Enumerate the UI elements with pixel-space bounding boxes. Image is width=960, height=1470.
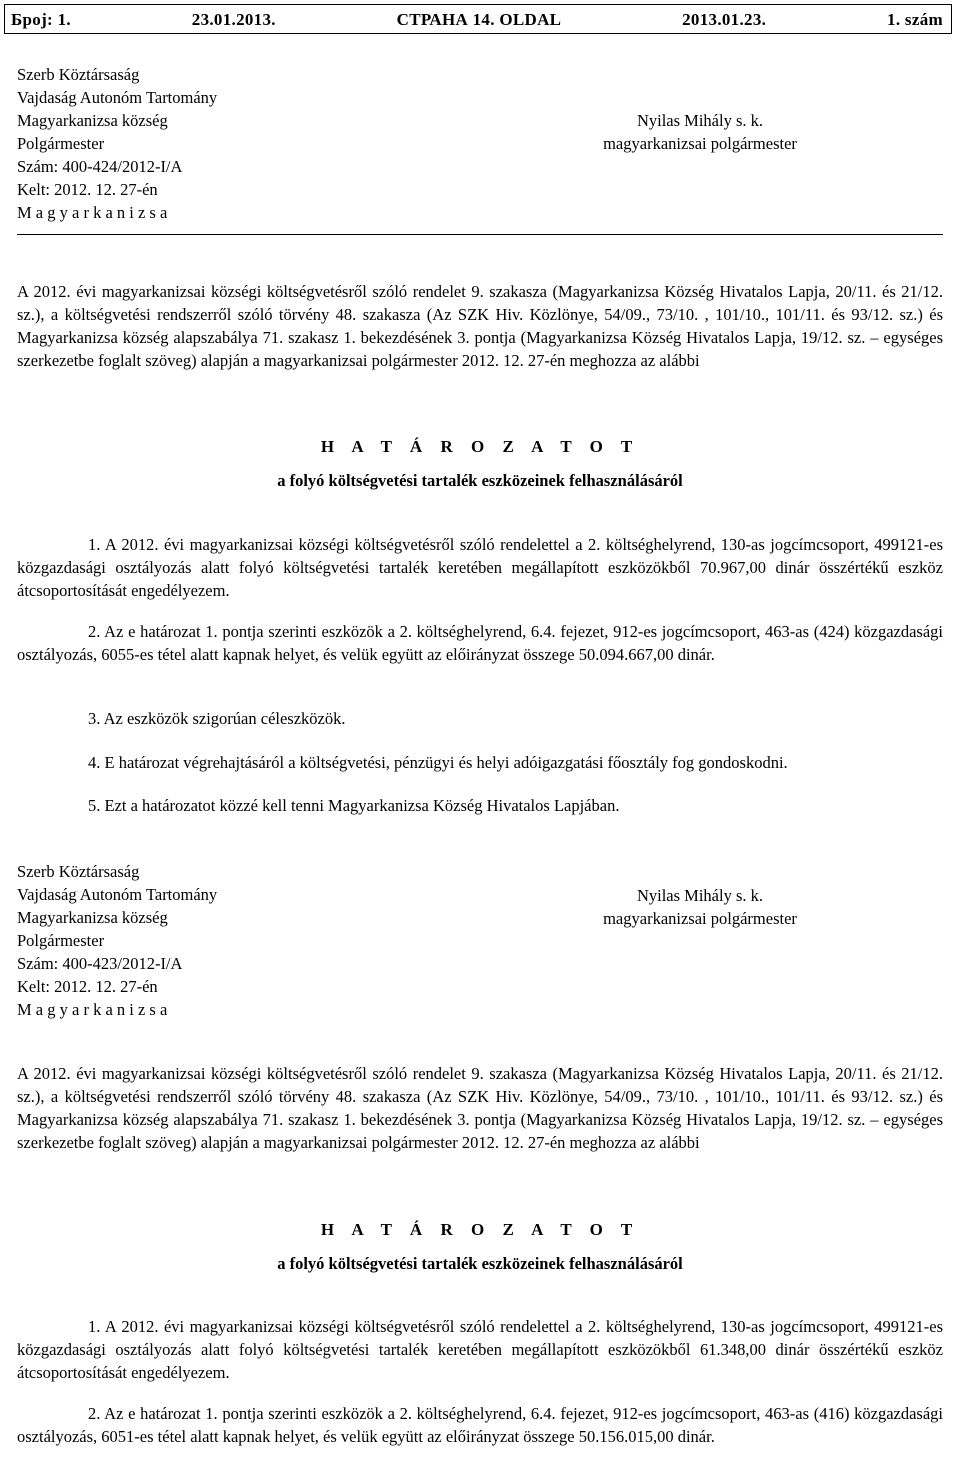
decision-item: 3. Az eszközök szigorúan céleszközök.: [88, 709, 346, 728]
preamble-paragraph: A 2012. évi magyarkanizsai községi költségvetésről szóló rendelet 9. szakasza (Magyarkanizsa Község Hivatalos Lapja, 20/11. és 21/12. sz.), a költségvetési rendszerről szóló törvény 48. szakasza (Az SZK Hiv. Közlönye, 54/09., 73/10. , 101/10., 101/11. és 93/12. sz.) és Magyarkanizsa község alapszabálya 71. szakasz 1. bekezdésének 3. pontja (Magyarkanizsa Község Hivatalos Lapja, 19/12. sz. – egységes szerkezetbe foglalt szöveg) alapján a magyarkanizsai polgármester 2012. 12. 27-én meghozza az alábbi: [17, 282, 943, 370]
address-line: Szerb Köztársaság: [17, 862, 140, 881]
signer-block: [540, 109, 860, 155]
decision-title: H A T Á R O Z A T O T: [320, 437, 640, 456]
decision-item: 1. A 2012. évi magyarkanizsai községi költségvetésről szóló rendelettel a 2. költséghelyrend, 130-as jogcímcsoport, 499121-es közgazdasági osztályozás alatt folyó költségvetési tartalék keretében megállapított eszközökből 70.967,00 dinár összértékű eszköz átcsoportosítását engedélyezem.: [17, 535, 943, 600]
address-line: Szerb Köztársaság: [17, 65, 140, 84]
page-header: [4, 4, 952, 34]
signer-name: Nyilas Mihály s. k.: [636, 111, 764, 130]
decision-item: 2. Az e határozat 1. pontja szerinti eszközök a 2. költséghelyrend, 6.4. fejezet, 912-es jogcímcsoport, 463-as (424) közgazdasági osztályozás, 6055-es tétel alatt kapnak helyet, és velük együtt az előirányzat összege 50.094.667,00 dinár.: [17, 622, 943, 664]
address-line: Magyarkanizsa község: [17, 111, 168, 130]
address-line: Magyarkanizsa község: [17, 908, 168, 927]
header-issue-number: Број: 1.: [11, 9, 71, 29]
address-line: Vajdaság Autonóm Tartomány: [17, 885, 218, 904]
document-number: Szám: 400-424/2012-I/A: [17, 157, 183, 176]
document-date: Kelt: 2012. 12. 27-én: [17, 977, 158, 996]
section-divider: [17, 234, 943, 235]
decision-item: 5. Ezt a határozatot közzé kell tenni Magyarkanizsa Község Hivatalos Lapjában.: [88, 796, 620, 815]
document-date: Kelt: 2012. 12. 27-én: [17, 180, 158, 199]
signer-block: [540, 884, 860, 930]
preamble-paragraph: A 2012. évi magyarkanizsai községi költségvetésről szóló rendelet 9. szakasza (Magyarkanizsa Község Hivatalos Lapja, 20/11. és 21/12. sz.), a költségvetési rendszerről szóló törvény 48. szakasza (Az SZK Hiv. Közlönye, 54/09., 73/10. , 101/10., 101/11. és 93/12. sz.) és Magyarkanizsa község alapszabálya 71. szakasz 1. bekezdésének 3. pontja (Magyarkanizsa Község Hivatalos Lapja, 19/12. sz. – egységes szerkezetbe foglalt szöveg) alapján a magyarkanizsai polgármester 2012. 12. 27-én meghozza az alábbi: [17, 1064, 943, 1152]
address-line: Polgármester: [17, 134, 105, 153]
header-date-hungarian: 2013.01.23.: [682, 9, 767, 29]
issuer-address-block: [17, 63, 377, 224]
decision-item: 4. E határozat végrehajtásáról a költségvetési, pénzügyi és helyi adóigazgatási főosztály fog gondoskodni.: [88, 753, 788, 772]
issue-place: M a g y a r k a n i z s a: [17, 1000, 168, 1019]
decision-item: 2. Az e határozat 1. pontja szerinti eszközök a 2. költséghelyrend, 6.4. fejezet, 912-es jogcímcsoport, 463-as (416) közgazdasági osztályozás, 6051-es tétel alatt kapnak helyet, és velük együtt az előirányzat összege 50.156.015,00 dinár.: [17, 1404, 943, 1446]
decision-subtitle: a folyó költségvetési tartalék eszközeinek felhasználásáról: [277, 471, 683, 490]
address-line: Vajdaság Autonóm Tartomány: [17, 88, 218, 107]
signer-name: Nyilas Mihály s. k.: [636, 886, 764, 905]
decision-item: 1. A 2012. évi magyarkanizsai községi költségvetésről szóló rendelettel a 2. költséghelyrend, 130-as jogcímcsoport, 499121-es közgazdasági osztályozás alatt folyó költségvetési tartalék keretében megállapított eszközökből 61.348,00 dinár összértékű eszköz átcsoportosítását engedélyezem.: [17, 1317, 943, 1382]
issuer-address-block: [17, 860, 377, 1021]
signer-title: magyarkanizsai polgármester: [603, 134, 797, 153]
decision-title: H A T Á R O Z A T O T: [320, 1220, 640, 1239]
signer-title: magyarkanizsai polgármester: [603, 909, 797, 928]
document-number: Szám: 400-423/2012-I/A: [17, 954, 183, 973]
header-date-serbian: 23.01.2013.: [191, 9, 276, 29]
address-line: Polgármester: [17, 931, 105, 950]
issue-place: M a g y a r k a n i z s a: [17, 203, 168, 222]
decision-subtitle: a folyó költségvetési tartalék eszközeinek felhasználásáról: [277, 1254, 683, 1273]
header-page-number: СТРАНА 14. OLDAL: [396, 9, 562, 29]
header-issue-szam: 1. szám: [887, 9, 943, 29]
